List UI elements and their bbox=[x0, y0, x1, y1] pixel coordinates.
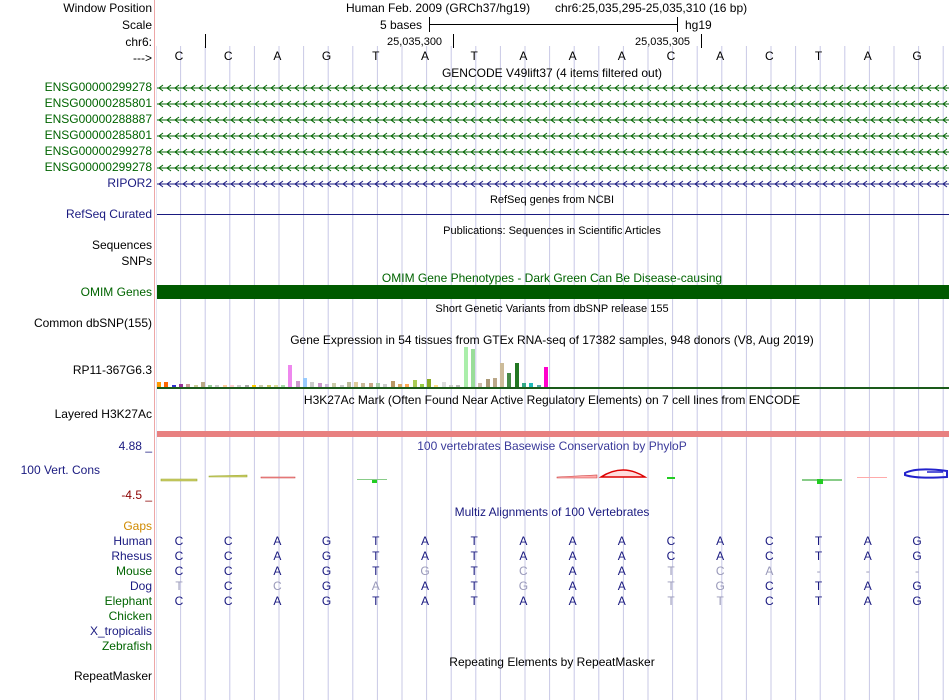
phylop-track-title[interactable]: 100 vertebrates Basewise Conservation by PhyloP bbox=[417, 439, 687, 453]
ruler-tick1-label: 25,035,300 bbox=[387, 36, 443, 48]
multiz-base: A bbox=[765, 564, 774, 578]
gtex-tissue-bar[interactable] bbox=[288, 365, 292, 387]
omim-gene-bar[interactable] bbox=[157, 285, 949, 299]
gencode-gene-label[interactable]: ENSG00000299278 bbox=[44, 144, 152, 158]
multiz-base: A bbox=[863, 579, 872, 593]
gencode-gene-feature[interactable] bbox=[157, 148, 949, 156]
reference-base: T bbox=[814, 49, 823, 63]
h3k27ac-signal[interactable] bbox=[157, 431, 949, 437]
gtex-track-title[interactable]: Gene Expression in 54 tissues from GTEx RNA-seq of 17382 samples, 948 donors (V8, Aug 2019) bbox=[290, 333, 814, 347]
phylop-max-label: 4.88 _ bbox=[118, 439, 152, 453]
dbsnp-track-title[interactable]: Short Genetic Variants from dbSNP release 155 bbox=[435, 303, 669, 315]
refseq-track-title[interactable]: RefSeq genes from NCBI bbox=[489, 194, 615, 206]
multiz-base: - bbox=[816, 564, 821, 578]
multiz-base: C bbox=[273, 579, 282, 593]
multiz-base: A bbox=[617, 579, 626, 593]
gtex-tissue-bar[interactable] bbox=[413, 380, 417, 387]
multiz-base: T bbox=[667, 594, 675, 608]
gtex-tissue-bar[interactable] bbox=[471, 349, 475, 387]
multiz-base: A bbox=[863, 549, 872, 563]
gencode-gene-label[interactable]: ENSG00000299278 bbox=[44, 80, 152, 94]
multiz-base: C bbox=[715, 564, 725, 578]
multiz-species-label[interactable]: Elephant bbox=[104, 594, 152, 608]
phylop-min-label: -4.5 _ bbox=[121, 488, 152, 502]
multiz-base: G bbox=[912, 594, 922, 608]
multiz-base: A bbox=[568, 594, 577, 608]
multiz-base: A bbox=[617, 549, 626, 563]
reference-base: A bbox=[863, 49, 872, 63]
strand-arrow[interactable]: ---> bbox=[133, 51, 152, 65]
multiz-base: A bbox=[568, 564, 577, 578]
assembly-title[interactable]: Human Feb. 2009 (GRCh37/hg19) bbox=[346, 1, 531, 15]
multiz-base: A bbox=[863, 534, 872, 548]
multiz-base: A bbox=[420, 549, 429, 563]
multiz-base: A bbox=[568, 534, 577, 548]
omim-label[interactable]: OMIM Genes bbox=[80, 285, 152, 299]
multiz-species-label[interactable]: Rhesus bbox=[111, 549, 152, 563]
multiz-base: T bbox=[667, 564, 675, 578]
reference-base: A bbox=[273, 49, 282, 63]
gencode-track-title[interactable]: GENCODE V49lift37 (4 items filtered out) bbox=[441, 66, 663, 80]
multiz-base: A bbox=[617, 564, 626, 578]
multiz-base: T bbox=[470, 564, 478, 578]
scale-bar bbox=[430, 24, 678, 25]
multiz-base: T bbox=[716, 594, 724, 608]
multiz-base: T bbox=[372, 594, 380, 608]
multiz-base: A bbox=[273, 564, 282, 578]
chrom-label: chr6: bbox=[125, 35, 152, 49]
multiz-base: T bbox=[814, 549, 823, 563]
sequences-label[interactable]: Sequences bbox=[91, 238, 152, 252]
multiz-base: C bbox=[765, 594, 774, 608]
position-readout[interactable]: chr6:25,035,295-25,035,310 (16 bp) bbox=[555, 1, 748, 15]
multiz-base: G bbox=[912, 579, 922, 593]
h3k27ac-track-title[interactable]: H3K27Ac Mark (Often Found Near Active Regulatory Elements) on 7 cell lines from ENCODE bbox=[303, 393, 801, 407]
multiz-base: A bbox=[716, 534, 725, 548]
multiz-species-label[interactable]: Chicken bbox=[108, 609, 152, 623]
multiz-base: - bbox=[865, 564, 870, 578]
multiz-base: C bbox=[666, 534, 676, 548]
multiz-base: A bbox=[568, 579, 577, 593]
multiz-base: T bbox=[814, 594, 823, 608]
repeatmasker-track-title[interactable]: Repeating Elements by RepeatMasker bbox=[449, 655, 655, 669]
multiz-base: A bbox=[420, 594, 429, 608]
multiz-base: C bbox=[174, 549, 184, 563]
reference-base: A bbox=[617, 49, 626, 63]
scale-right-tick bbox=[677, 17, 678, 32]
reference-base: C bbox=[765, 49, 774, 63]
multiz-base: T bbox=[372, 564, 380, 578]
multiz-base: T bbox=[470, 579, 478, 593]
gencode-gene-label[interactable]: ENSG00000288887 bbox=[44, 112, 152, 126]
multiz-base: C bbox=[223, 534, 233, 548]
gtex-tissue-bar[interactable] bbox=[515, 363, 519, 387]
reference-base: A bbox=[519, 49, 528, 63]
ruler-tick-left bbox=[205, 34, 206, 48]
multiz-base: A bbox=[273, 549, 282, 563]
multiz-base: G bbox=[912, 534, 922, 548]
multiz-base: T bbox=[667, 579, 675, 593]
multiz-track-title[interactable]: Multiz Alignments of 100 Vertebrates bbox=[454, 505, 650, 519]
multiz-base: C bbox=[765, 534, 774, 548]
h3k27ac-label[interactable]: Layered H3K27Ac bbox=[54, 407, 152, 421]
reference-base: C bbox=[223, 49, 233, 63]
multiz-species-label[interactable]: X_tropicalis bbox=[89, 624, 152, 638]
gencode-gene-feature[interactable] bbox=[157, 164, 949, 172]
multiz-base: A bbox=[273, 594, 282, 608]
multiz-base: A bbox=[371, 579, 380, 593]
scale-label: Scale bbox=[121, 18, 152, 32]
track-label-separator bbox=[154, 0, 155, 700]
multiz-base: T bbox=[814, 534, 823, 548]
gtex-tissue-bar[interactable] bbox=[427, 379, 431, 387]
gencode-gene-feature[interactable] bbox=[157, 100, 949, 108]
snps-label[interactable]: SNPs bbox=[121, 254, 152, 268]
multiz-base: A bbox=[617, 534, 626, 548]
window-position-label: Window Position bbox=[63, 1, 152, 15]
db-label: hg19 bbox=[685, 18, 712, 32]
refseq-label[interactable]: RefSeq Curated bbox=[65, 207, 152, 221]
reference-base: C bbox=[666, 49, 676, 63]
gencode-gene-label[interactable]: ENSG00000299278 bbox=[44, 160, 152, 174]
scale-text: 5 bases bbox=[380, 18, 423, 32]
multiz-base: C bbox=[223, 579, 233, 593]
multiz-species-label[interactable]: Dog bbox=[129, 579, 152, 593]
multiz-base: C bbox=[223, 594, 233, 608]
reference-base: G bbox=[321, 49, 332, 63]
multiz-base: T bbox=[814, 579, 823, 593]
gtex-tissue-bar[interactable] bbox=[507, 373, 511, 387]
gaps-label[interactable]: Gaps bbox=[123, 519, 152, 533]
multiz-base: A bbox=[519, 534, 528, 548]
ruler-tick2 bbox=[701, 34, 702, 48]
multiz-base: T bbox=[175, 579, 183, 593]
multiz-base: T bbox=[470, 549, 478, 563]
gencode-gene-feature[interactable] bbox=[157, 84, 949, 92]
multiz-base: C bbox=[519, 564, 528, 578]
gtex-tissue-bar[interactable] bbox=[486, 379, 490, 387]
gtex-tissue-bar[interactable] bbox=[500, 363, 504, 387]
multiz-base: T bbox=[372, 534, 380, 548]
gtex-gene-label[interactable]: RP11-367G6.3 bbox=[72, 363, 152, 377]
reference-base: C bbox=[174, 49, 184, 63]
multiz-base: A bbox=[273, 534, 282, 548]
multiz-base: A bbox=[519, 594, 528, 608]
repeatmasker-label[interactable]: RepeatMasker bbox=[73, 669, 152, 683]
multiz-base: - bbox=[915, 564, 919, 578]
multiz-base: C bbox=[223, 549, 233, 563]
multiz-base: C bbox=[174, 594, 184, 608]
gtex-tissue-bar[interactable] bbox=[303, 378, 307, 387]
multiz-base: A bbox=[716, 549, 725, 563]
multiz-base: G bbox=[321, 534, 332, 548]
multiz-base: A bbox=[863, 594, 872, 608]
gencode-gene-feature[interactable] bbox=[157, 116, 949, 124]
reference-base: A bbox=[716, 49, 725, 63]
multiz-base: T bbox=[372, 549, 380, 563]
gtex-baseline bbox=[157, 387, 949, 389]
multiz-base: A bbox=[519, 549, 528, 563]
multiz-species-label[interactable]: Zebrafish bbox=[101, 639, 152, 653]
reference-base: T bbox=[372, 49, 380, 63]
gencode-gene-label[interactable]: ENSG00000285801 bbox=[44, 128, 152, 142]
multiz-base: C bbox=[765, 579, 774, 593]
multiz-base: G bbox=[912, 549, 922, 563]
reference-base: A bbox=[420, 49, 429, 63]
multiz-base: G bbox=[518, 579, 529, 593]
ruler-tick2-label: 25,035,305 bbox=[635, 36, 691, 48]
gencode-gene-feature[interactable] bbox=[157, 180, 949, 188]
gtex-tissue-bar[interactable] bbox=[544, 367, 548, 387]
gtex-bar-chart[interactable] bbox=[157, 347, 949, 387]
reference-base: G bbox=[912, 49, 922, 63]
multiz-species-label[interactable]: Mouse bbox=[115, 564, 152, 578]
multiz-species-label[interactable]: Human bbox=[113, 534, 152, 548]
dbsnp-label[interactable]: Common dbSNP(155) bbox=[33, 316, 152, 330]
gtex-tissue-bar[interactable] bbox=[493, 378, 497, 387]
multiz-base: C bbox=[223, 564, 233, 578]
multiz-base: G bbox=[321, 549, 332, 563]
multiz-base: C bbox=[666, 549, 676, 563]
multiz-base: A bbox=[420, 534, 429, 548]
multiz-base: G bbox=[321, 594, 332, 608]
multiz-base: A bbox=[568, 549, 577, 563]
phylop-label[interactable]: 100 Vert. Cons bbox=[20, 463, 100, 477]
gencode-gene-label[interactable]: RIPOR2 bbox=[107, 176, 152, 190]
gtex-tissue-bar[interactable] bbox=[464, 347, 468, 387]
publications-track-title[interactable]: Publications: Sequences in Scientific Articles bbox=[443, 225, 661, 237]
multiz-base: C bbox=[765, 549, 774, 563]
multiz-base: G bbox=[321, 579, 332, 593]
multiz-base: A bbox=[617, 594, 626, 608]
multiz-base: A bbox=[420, 579, 429, 593]
refseq-gene-line[interactable] bbox=[157, 214, 949, 215]
multiz-base: G bbox=[321, 564, 332, 578]
phylop-signal[interactable] bbox=[157, 463, 949, 487]
multiz-base: T bbox=[470, 534, 478, 548]
ruler-tick1 bbox=[453, 34, 454, 48]
omim-track-title[interactable]: OMIM Gene Phenotypes - Dark Green Can Be Disease-causing bbox=[381, 271, 723, 285]
gencode-gene-label[interactable]: ENSG00000285801 bbox=[44, 96, 152, 110]
multiz-base: C bbox=[174, 564, 184, 578]
multiz-base: C bbox=[174, 534, 184, 548]
reference-base: T bbox=[470, 49, 478, 63]
multiz-base: G bbox=[715, 579, 725, 593]
gencode-gene-feature[interactable] bbox=[157, 132, 949, 140]
multiz-base: T bbox=[470, 594, 478, 608]
multiz-base: G bbox=[420, 564, 430, 578]
reference-sequence bbox=[0, 49, 950, 65]
reference-base: A bbox=[568, 49, 577, 63]
